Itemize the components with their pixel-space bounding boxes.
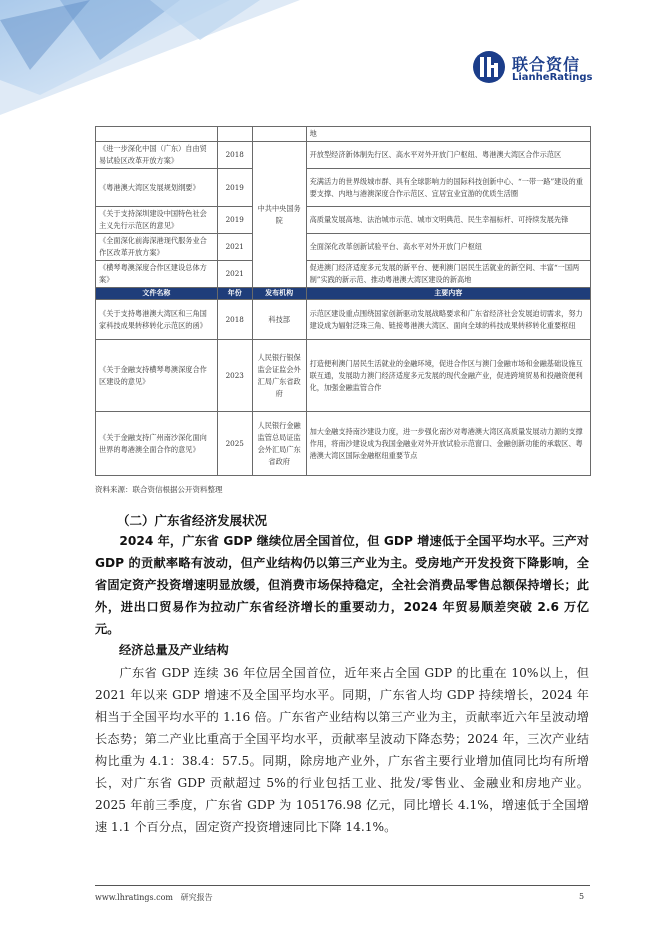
footer-url: www.lhratings.com [95,893,174,902]
table-header-row [96,288,591,300]
table-row [96,412,591,476]
content-cell: 充满活力的世界级城市群、具有全球影响力的国际科技创新中心、“一带一路”建设的重要支撑、内地与港澳深度合作示范区、宜居宜业宜游的优质生活圈 [306,169,590,207]
table-cell: 地 [306,127,590,142]
content-cell: 加大金融支持南沙建设力度，进一步强化南沙对粤港澳大湾区高质量发展动力源的支撑作用，将南沙建设成为我国金融业对外开放试验示范窗口、金融创新功能的承载区、粤港澳大湾区国际金融枢纽重要节点 [306,412,590,476]
logo-name-cn: 联合资信 [512,55,581,74]
agency-cell: 科技部 [252,300,306,340]
table-row [96,234,591,261]
year-cell: 2019 [217,169,252,207]
doc-name-cell: 《粤港澳大湾区发展规划纲要》 [96,169,218,207]
year-cell: 2021 [217,261,252,288]
header-year: 年份 [217,288,252,300]
header-decoration [0,0,300,120]
content-cell: 全面深化改革创新试验平台、高水平对外开放门户枢纽 [306,234,590,261]
table-row [96,127,591,142]
logo-name-en: LianheRatings [512,72,593,83]
table-cell [96,127,218,142]
table-cell [217,127,252,142]
summary-paragraph: 2024 年，广东省 GDP 继续位居全国首位，但 GDP 增速低于全国平均水平。三产对 GDP 的贡献率略有波动，但产业结构仍以第三产业为主。受房地产开发投资下降影响，全省固定资产投资增速明显放缓，但消费市场保持稳定，全社会消费品零售总额保持增长；此外，进出口贸易作为拉动广东省经济增长的重要动力，2024 年贸易顺差突破 2.6 万亿元。 [95,534,589,636]
body-paragraph: 广东省 GDP 连续 36 年位居全国首位，近年来占全国 GDP 的比重在 10%以上，但 2021 年以来 GDP 增速不及全国平均水平。同期，广东省人均 GDP 持续增长，2024 年相当于全国平均水平的 1.16 倍。广东省产业结构以第三产业为主，贡献率近六年呈波动增长态势；第二产业比重高于全国平均水平，贡献率呈波动下降态势；2024 年，三次产业结构比重为 4.1：38.4：57.5。同期，除房地产业外，广东省主要行业增加值同比均有所增长，对广东省 GDP 贡献超过 5%的行业包括工业、批发/零售业、金融业和房地产业。2025 年前三季度，广东省 GDP 为 105176.98 亿元，同比增长 4.1%，增速低于全国增速 1.1 个百分点，固定资产投资增速同比下降 14.1%。 [95,666,589,834]
subsection-heading: 经济总量及产业结构 [119,643,229,657]
doc-name-cell: 《横琴粤澳深度合作区建设总体方案》 [96,261,218,288]
table-row [96,142,591,169]
table-row [96,169,591,207]
doc-name-cell: 《关于金融支持横琴粤澳深度合作区建设的意见》 [96,340,218,412]
policy-table [95,126,591,476]
doc-name-cell: 《进一步深化中国（广东）自由贸易试验区改革开放方案》 [96,142,218,169]
agency-cell: 人民银行银保监会证监会外汇局广东省政府 [252,340,306,412]
footer-label [95,892,213,903]
doc-name-cell: 《全面深化前海深港现代服务业合作区改革开放方案》 [96,234,218,261]
table-row [96,207,591,234]
footer-divider [95,885,590,886]
agency-cell: 人民银行金融监管总局证监会外汇局广东省政府 [252,412,306,476]
table-cell [252,127,306,142]
year-cell: 2023 [217,340,252,412]
agency-cell: 中共中央国务院 [252,142,306,288]
year-cell: 2018 [217,142,252,169]
content-cell: 开放型经济新体制先行区、高水平对外开放门户枢纽、粤港澳大湾区合作示范区 [306,142,590,169]
year-cell: 2018 [217,300,252,340]
logo-mark-icon [472,50,506,84]
company-logo [472,50,622,90]
table-source-note: 资料来源：联合资信根据公开资料整理 [95,485,223,494]
content-cell: 打造便利澳门居民生活就业的金融环境，促进合作区与澳门金融市场和金融基础设施互联互通，发展助力澳门经济适度多元发展的现代金融产业，促进跨境贸易和投融资便利化，加强金融监管合作 [306,340,590,412]
header-agency: 发布机构 [252,288,306,300]
page-number: 5 [579,892,585,901]
table-row [96,261,591,288]
content-cell: 促进澳门经济适度多元发展的新平台、便利澳门居民生活就业的新空间、丰富“一国两制”实践的新示范、推动粤港澳大湾区建设的新高地 [306,261,590,288]
table-row [96,300,591,340]
doc-name-cell: 《关于支持深圳建设中国特色社会主义先行示范区的意见》 [96,207,218,234]
table-row [96,340,591,412]
content-cell: 示范区建设重点围绕国家创新驱动发展战略要求和广东省经济社会发展迫切需求，努力建设成为辐射泛珠三角、链接粤港澳大湾区、面向全球的科技成果转移转化重要枢纽 [306,300,590,340]
doc-name-cell: 《关于金融支持广州南沙深化面向世界的粤港澳全面合作的意见》 [96,412,218,476]
header-name: 文件名称 [96,288,218,300]
year-cell: 2021 [217,234,252,261]
header-content: 主要内容 [306,288,590,300]
doc-name-cell: 《关于支持粤港澳大湾区和三角国家科技成果转移转化示范区的函》 [96,300,218,340]
footer-report-label: 研究报告 [180,893,213,902]
content-cell: 高质量发展高地、法治城市示范、城市文明典范、民生幸福标杆、可持续发展先锋 [306,207,590,234]
year-cell: 2019 [217,207,252,234]
year-cell: 2025 [217,412,252,476]
section-heading: （二）广东省经济发展状况 [117,513,268,528]
